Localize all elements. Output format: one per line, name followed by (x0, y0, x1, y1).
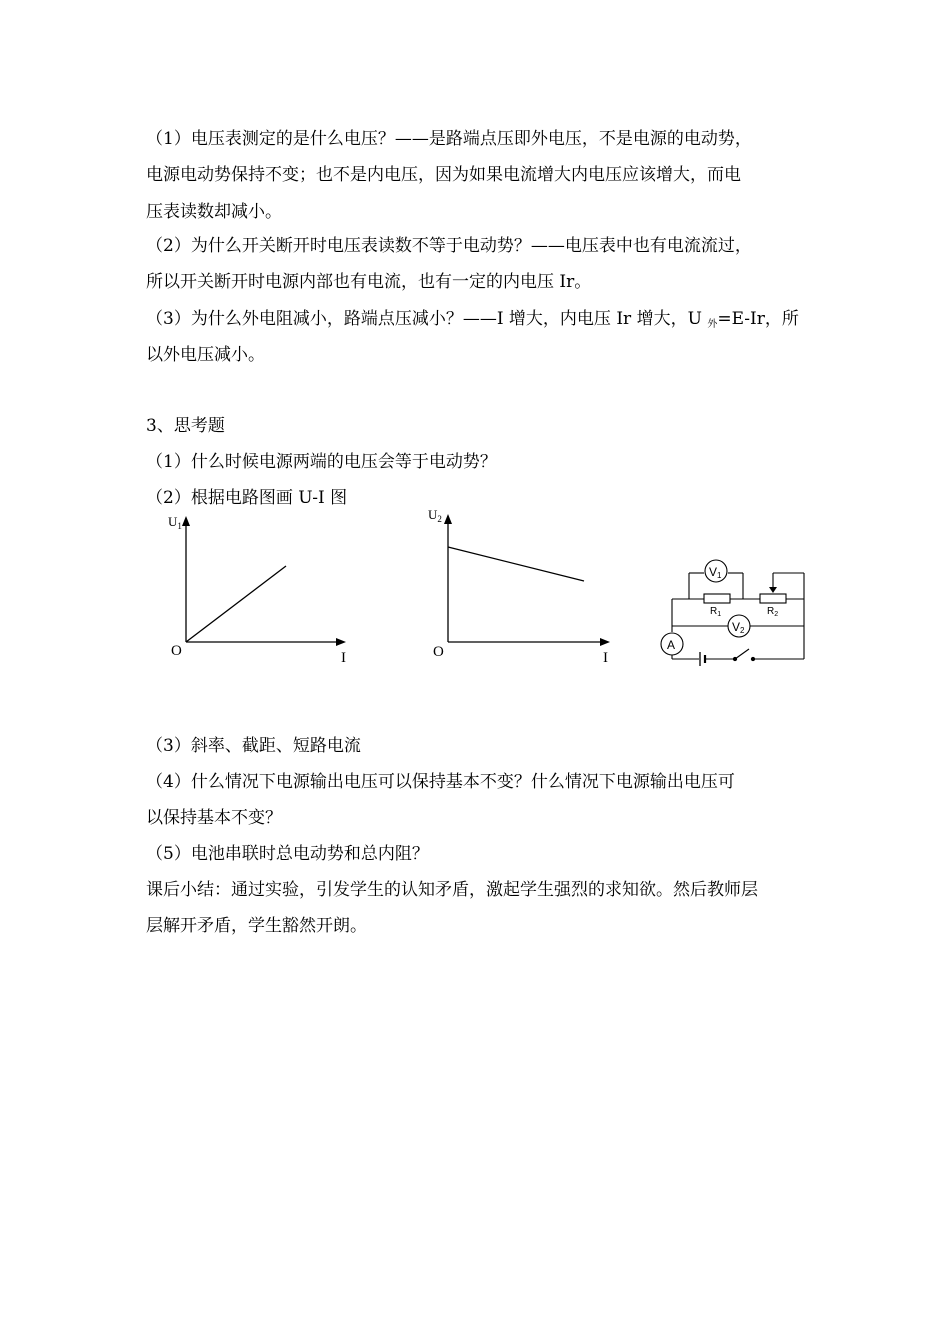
graph-u1-i (160, 510, 360, 666)
question-2: （2）根据电路图画 U-I 图 (146, 488, 348, 508)
paragraph2-line2: 所以开关断开时电源内部也有电流，也有一定的内电压 Ir。 (146, 272, 592, 292)
graph2-x-label: I (603, 650, 608, 666)
circuit-diagram (660, 558, 820, 673)
paragraph1-line2: 电源电动势保持不变；也不是内电压，因为如果电流增大内电压应该增大，而电 (146, 165, 741, 185)
question-5: （5）电池串联时总电动势和总内阻？ (146, 844, 429, 864)
graph1-origin: O (171, 643, 182, 659)
svg-text:V1: V1 (709, 565, 722, 580)
graph2-line (448, 547, 584, 581)
graph1-line (186, 566, 286, 642)
resistor-r1 (704, 594, 730, 618)
paragraph2-line1: （2）为什么开关断开时电压表读数不等于电动势？——电压表中也有电流流过， (146, 236, 752, 256)
voltmeter-v1 (705, 560, 727, 582)
paragraph1-line3: 压表读数却减小。 (146, 202, 282, 222)
question-1: （1）什么时候电源两端的电压会等于电动势？ (146, 452, 497, 472)
graph1-y-label: $U_1$ (168, 514, 182, 531)
graph2-x-arrow (600, 638, 610, 646)
paragraph3-line1 (146, 307, 799, 334)
graph2-y-label: $U_2$ (428, 507, 442, 524)
section-title: 3、思考题 (146, 416, 225, 436)
svg-text:A: A (667, 638, 676, 652)
paragraph3-line1-b: =E-Ir，所 (717, 309, 799, 329)
summary-line1: 课后小结：通过实验，引发学生的认知矛盾，激起学生强烈的求知欲。然后教师层 (146, 880, 758, 900)
paragraph1-line1: （1）电压表测定的是什么电压？——是路端点压即外电压，不是电源的电动势， (146, 129, 752, 149)
svg-text:R1: $R_1$ (710, 606, 722, 618)
rheostat-r2 (760, 594, 786, 618)
graph1-x-label: I (341, 650, 346, 666)
svg-text:V2: V2 (732, 620, 745, 635)
question-4-line1: （4）什么情况下电源输出电压可以保持基本不变？什么情况下电源输出电压可 (146, 772, 735, 792)
summary-line2: 层解开矛盾，学生豁然开朗。 (146, 916, 367, 936)
ammeter-a (661, 633, 683, 655)
voltmeter-v2 (728, 615, 750, 637)
battery-icon (700, 652, 705, 666)
paragraph3-line1-a: （3）为什么外电阻减小，路端点压减小？——I 增大，内电压 Ir 增大，U (146, 309, 708, 329)
svg-text:R2: $R_2$ (767, 606, 779, 618)
paragraph3-line2: 以外电压减小。 (146, 345, 265, 365)
question-4-line2: 以保持基本不变？ (146, 808, 282, 828)
question-3: （3）斜率、截距、短路电流 (146, 736, 361, 756)
graph1-y-arrow (182, 516, 190, 526)
graph-u2-i (420, 500, 630, 666)
subscript-wai: 外 (707, 319, 718, 330)
graph2-origin: O (433, 644, 444, 660)
switch-icon (733, 649, 754, 661)
graph1-x-arrow (336, 638, 346, 646)
graph2-y-arrow (444, 514, 452, 524)
